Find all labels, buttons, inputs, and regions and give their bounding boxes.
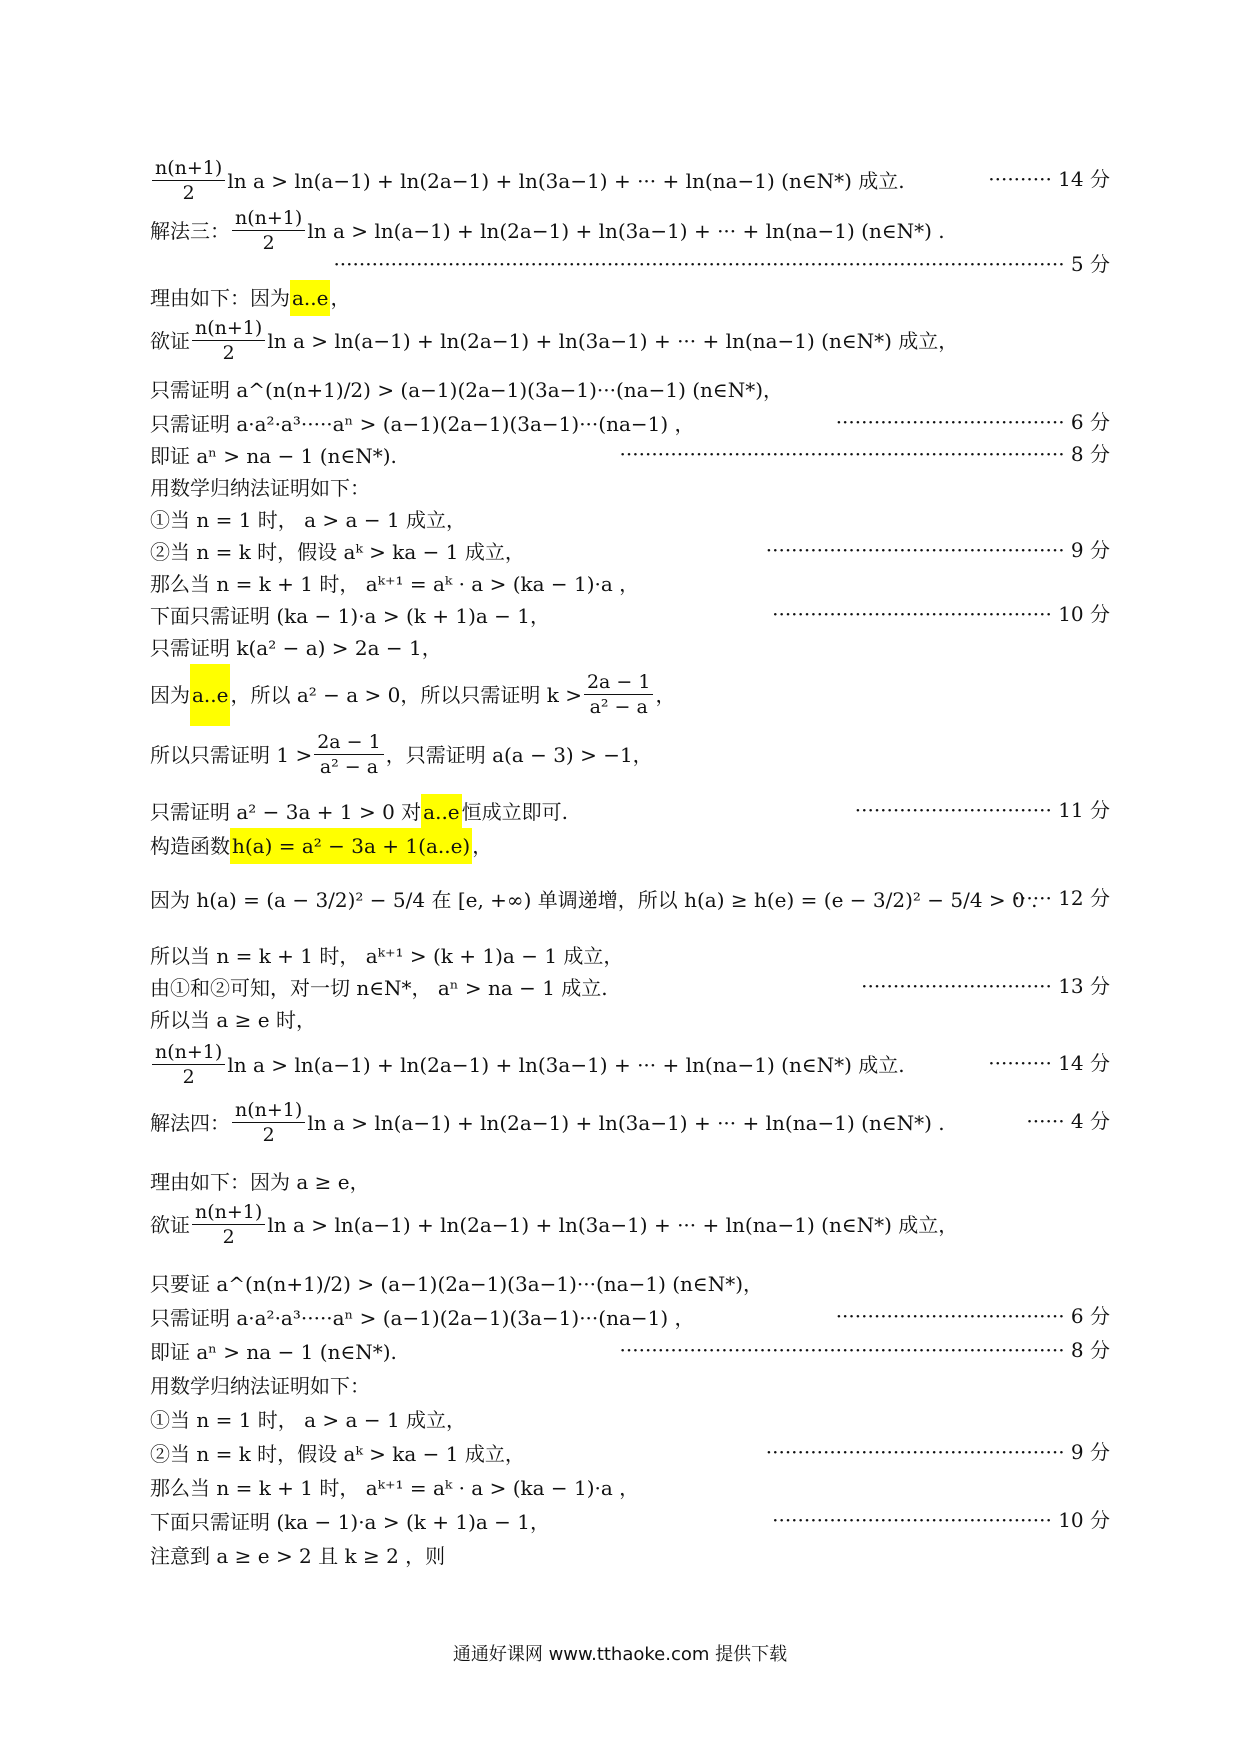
score-mark: ··············································· 9 分 (765, 538, 1110, 562)
score-mark: ············································ 10 分 (772, 1508, 1110, 1532)
highlight: a..e (290, 280, 330, 316)
line-28: 只需证明 a·a²·a³·····aⁿ > (a−1)(2a−1)(3a−1)···(na−1) ， ···································· 6 分 (150, 1298, 1110, 1334)
score-mark: ······························· 11 分 (854, 798, 1110, 822)
highlight: h(a) = a² − 3a + 1(a..e) (230, 828, 472, 864)
score-mark: ······································································ 8 分 (619, 442, 1110, 466)
line-9: 用数学归纳法证明如下： (150, 475, 370, 500)
score-mark: ······························ 13 分 (861, 974, 1110, 998)
line-8: 即证 aⁿ > na − 1 (n∈N*). ······································································ 8 分 (150, 436, 1110, 472)
line-22: 所以当 a ≥ e 时， (150, 1007, 316, 1032)
line-4: 理由如下：因为 a..e ， (150, 278, 1110, 314)
score-mark: ······ 4 分 (1026, 1109, 1110, 1133)
line-19: 因为 h(a) = (a − 3/2)² − 5/4 在 [e, +∞) 单调递增，所以 h(a) ≥ h(e) = (e − 3/2)² − 5/4 > 0 . ······ 12 分 (150, 880, 1110, 916)
score-mark: ···································· 6 分 (835, 410, 1110, 434)
line-26: 欲证 $\frac{n(n+1)}{2}$ ln a > ln(a−1) + ln(2a−1) + ln(3a−1) + ··· + ln(na−1) (n∈N*) 成立， (150, 1201, 959, 1248)
score-mark: ······ 12 分 (1013, 886, 1110, 910)
line-27: 只要证 a^(n(n+1)/2) > (a−1)(2a−1)(3a−1)···(na−1) (n∈N*)， (150, 1271, 764, 1296)
line-23: $\frac{n(n+1)}{2}$ ln a > ln(a−1) + ln(2a−1) + ln(3a−1) + ··· + ln(na−1) (n∈N*) 成立. ·········· 14 分 (150, 1032, 1110, 1094)
fraction: $\frac{n(n+1)}{2}$ (192, 316, 265, 365)
line-7: 只需证明 a·a²·a³·····aⁿ > (a−1)(2a−1)(3a−1)···(na−1) ， ···································· 6 分 (150, 404, 1110, 440)
line-15: 因为 a..e ，所以 a² − a > 0，所以只需证明 k > $\frac{2a - 1}{\text{a² − a}}$ ， (150, 662, 1110, 724)
line-13: 下面只需证明 (ka − 1)·a > (k + 1)a − 1， ············································ 10 分 (150, 596, 1110, 632)
line-11: ②当 n = k 时，假设 aᵏ > ka − 1 成立， ··············································· 9 分 (150, 532, 1110, 568)
fraction: $\frac{n(n+1)}{2}$ (232, 206, 305, 255)
footer-credit: 通通好课网 www.tthaoke.com 提供下载 (452, 1644, 788, 1665)
highlight: a..e (421, 794, 461, 830)
score-mark: ·········· 14 分 (988, 1051, 1110, 1075)
line-31: ①当 n = 1 时， a > a − 1 成立， (150, 1407, 467, 1432)
line-29: 即证 aⁿ > na − 1 (n∈N*). ······································································ 8 分 (150, 1332, 1110, 1368)
line-35: 注意到 a ≥ e > 2 且 k ≥ 2 ，则 (150, 1543, 446, 1568)
line-24: 解法四： $\frac{n(n+1)}{2}$ ln a > ln(a−1) + ln(2a−1) + ln(3a−1) + ··· + ln(na−1) (n∈N*) . ······ 4 分 (150, 1090, 1110, 1152)
line-18: 构造函数 h(a) = a² − 3a + 1(a..e) ， (150, 826, 1110, 862)
score-mark: ··················································································································· 5 分 (333, 252, 1110, 276)
line-6: 只需证明 a^(n(n+1)/2) > (a−1)(2a−1)(3a−1)···(na−1) (n∈N*)， (150, 377, 784, 402)
fraction: $\frac{2a - 1}{\text{a² − a}}$ (314, 730, 384, 779)
line-21: 由①和②可知，对一切 n∈N*， aⁿ > na − 1 成立. ······························ 13 分 (150, 968, 1110, 1004)
line-1: $\frac{n(n+1)}{2}$ ln a > ln(a−1) + ln(2a−1) + ln(3a−1) + ··· + ln(na−1) (n∈N*) 成立. ·········· 14 分 (150, 148, 1110, 210)
fraction: $\frac{n(n+1)}{2}$ (192, 1200, 265, 1249)
score-mark: ··············································· 9 分 (765, 1440, 1110, 1464)
line-14: 只需证明 k(a² − a) > 2a − 1， (150, 635, 442, 660)
line-20: 所以当 n = k + 1 时， aᵏ⁺¹ > (k + 1)a − 1 成立， (150, 943, 624, 968)
line-12: 那么当 n = k + 1 时， aᵏ⁺¹ = aᵏ · a > (ka − 1)·a ， (150, 571, 640, 596)
line-25: 理由如下：因为 a ≥ e， (150, 1169, 370, 1194)
highlight: a..e (190, 664, 230, 726)
line-30: 用数学归纳法证明如下： (150, 1373, 370, 1398)
line-10: ①当 n = 1 时， a > a − 1 成立， (150, 507, 467, 532)
fraction: $\frac{2a - 1}{\text{a² − a}}$ (584, 670, 654, 719)
fraction: $\frac{n(n+1)}{2}$ (232, 1098, 305, 1147)
fraction: $\frac{n(n+1)}{2}$ (152, 156, 225, 205)
score-mark: ············································ 10 分 (772, 602, 1110, 626)
line-32: ②当 n = k 时，假设 aᵏ > ka − 1 成立， ··············································· 9 分 (150, 1434, 1110, 1470)
line-5: 欲证 $\frac{n(n+1)}{2}$ ln a > ln(a−1) + ln(2a−1) + ln(3a−1) + ··· + ln(na−1) (n∈N*) 成立， (150, 317, 959, 364)
line-3-dots (150, 246, 1110, 282)
line-34: 下面只需证明 (ka − 1)·a > (k + 1)a − 1， ············································ 10 分 (150, 1502, 1110, 1538)
score-mark: ···································· 6 分 (835, 1304, 1110, 1328)
score-mark: ······································································ 8 分 (619, 1338, 1110, 1362)
score-mark: ·········· 14 分 (988, 167, 1110, 191)
line-2: 解法三： $\frac{n(n+1)}{2}$ ln a > ln(a−1) + ln(2a−1) + ln(3a−1) + ··· + ln(na−1) (n∈N*) . (150, 207, 945, 254)
line-17: 只需证明 a² − 3a + 1 > 0 对 a..e 恒成立即可. ······························· 11 分 (150, 792, 1110, 828)
fraction: $\frac{n(n+1)}{2}$ (152, 1040, 225, 1089)
line-33: 那么当 n = k + 1 时， aᵏ⁺¹ = aᵏ · a > (ka − 1)·a ， (150, 1475, 640, 1500)
line-16: 所以只需证明 1 > $\frac{2a - 1}{\text{a² − a}}$ ，只需证明 a(a − 3) > −1， (150, 731, 653, 778)
